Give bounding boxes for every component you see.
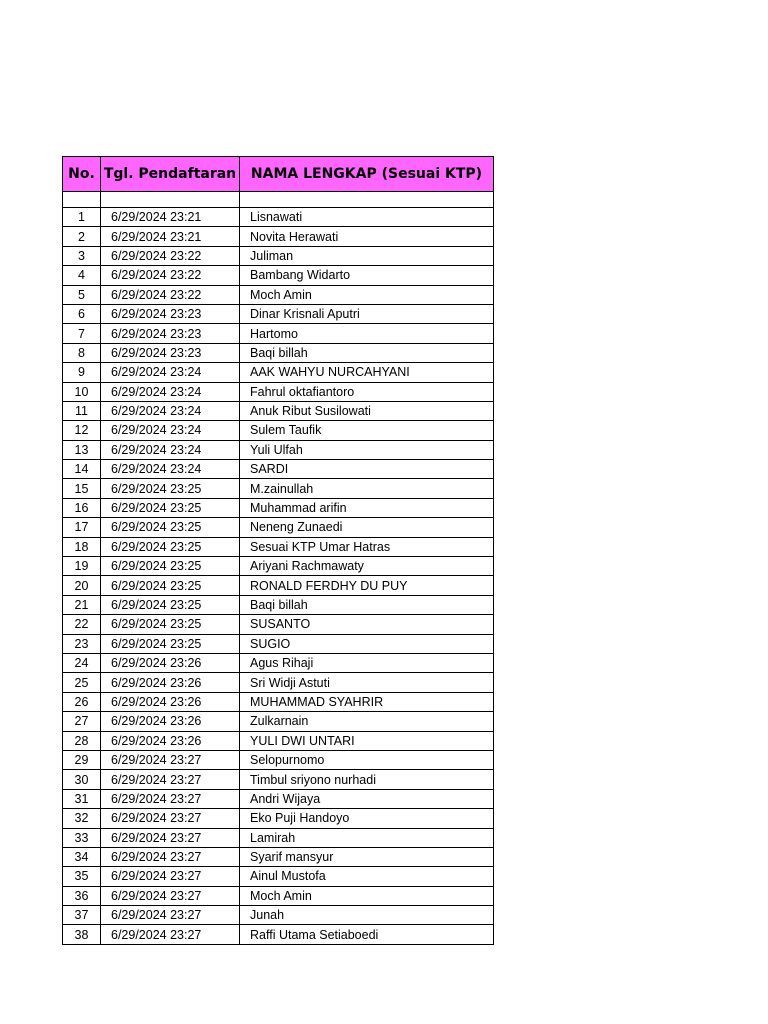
- row-number: 32: [63, 809, 101, 828]
- header-registration-date: Tgl. Pendaftaran: [101, 157, 240, 192]
- row-registration-date: 6/29/2024 23:22: [101, 285, 240, 304]
- row-number: 3: [63, 246, 101, 265]
- row-full-name: Sulem Taufik: [240, 421, 494, 440]
- table-row: [63, 847, 494, 866]
- registration-sheet: [62, 156, 493, 945]
- row-registration-date: 6/29/2024 23:25: [101, 537, 240, 556]
- row-number: 31: [63, 789, 101, 808]
- row-registration-date: 6/29/2024 23:26: [101, 692, 240, 711]
- row-registration-date: 6/29/2024 23:27: [101, 828, 240, 847]
- row-registration-date: 6/29/2024 23:25: [101, 634, 240, 653]
- row-registration-date: 6/29/2024 23:24: [101, 363, 240, 382]
- row-registration-date: 6/29/2024 23:27: [101, 789, 240, 808]
- row-registration-date: 6/29/2024 23:27: [101, 867, 240, 886]
- row-full-name: Bambang Widarto: [240, 266, 494, 285]
- row-full-name: Baqi billah: [240, 595, 494, 614]
- row-number: 24: [63, 653, 101, 672]
- table-row: [63, 925, 494, 944]
- row-registration-date: 6/29/2024 23:25: [101, 479, 240, 498]
- row-full-name: Sri Widji Astuti: [240, 673, 494, 692]
- row-full-name: Eko Puji Handoyo: [240, 809, 494, 828]
- table-row: [63, 867, 494, 886]
- row-registration-date: 6/29/2024 23:27: [101, 770, 240, 789]
- table-row: [63, 692, 494, 711]
- row-number: 28: [63, 731, 101, 750]
- row-full-name: Selopurnomo: [240, 750, 494, 769]
- table-row: [63, 750, 494, 769]
- row-number: 18: [63, 537, 101, 556]
- row-full-name: Moch Amin: [240, 285, 494, 304]
- row-full-name: Ainul Mustofa: [240, 867, 494, 886]
- row-registration-date: 6/29/2024 23:25: [101, 498, 240, 517]
- table-spacer-row: [63, 192, 494, 208]
- row-number: 16: [63, 498, 101, 517]
- table-row: [63, 906, 494, 925]
- row-number: 9: [63, 363, 101, 382]
- table-row: [63, 498, 494, 517]
- table-row: [63, 440, 494, 459]
- row-number: 23: [63, 634, 101, 653]
- row-full-name: Timbul sriyono nurhadi: [240, 770, 494, 789]
- row-registration-date: 6/29/2024 23:24: [101, 440, 240, 459]
- table-row: [63, 673, 494, 692]
- row-number: 1: [63, 208, 101, 227]
- row-number: 7: [63, 324, 101, 343]
- row-full-name: Novita Herawati: [240, 227, 494, 246]
- row-registration-date: 6/29/2024 23:25: [101, 557, 240, 576]
- row-number: 10: [63, 382, 101, 401]
- row-full-name: SARDI: [240, 460, 494, 479]
- row-registration-date: 6/29/2024 23:23: [101, 304, 240, 323]
- row-full-name: Andri Wijaya: [240, 789, 494, 808]
- row-number: 21: [63, 595, 101, 614]
- row-registration-date: 6/29/2024 23:27: [101, 750, 240, 769]
- row-number: 27: [63, 712, 101, 731]
- header-no: No.: [63, 157, 101, 192]
- row-number: 34: [63, 847, 101, 866]
- table-header-row: [63, 157, 494, 192]
- table-row: [63, 479, 494, 498]
- row-registration-date: 6/29/2024 23:26: [101, 731, 240, 750]
- table-row: [63, 285, 494, 304]
- row-registration-date: 6/29/2024 23:23: [101, 324, 240, 343]
- table-row: [63, 401, 494, 420]
- row-registration-date: 6/29/2024 23:24: [101, 460, 240, 479]
- table-row: [63, 770, 494, 789]
- row-registration-date: 6/29/2024 23:26: [101, 712, 240, 731]
- spacer-cell: [240, 192, 494, 208]
- row-full-name: Muhammad arifin: [240, 498, 494, 517]
- row-number: 33: [63, 828, 101, 847]
- row-full-name: Anuk Ribut Susilowati: [240, 401, 494, 420]
- row-registration-date: 6/29/2024 23:24: [101, 401, 240, 420]
- row-registration-date: 6/29/2024 23:21: [101, 208, 240, 227]
- table-row: [63, 266, 494, 285]
- table-row: [63, 304, 494, 323]
- row-full-name: MUHAMMAD SYAHRIR: [240, 692, 494, 711]
- row-number: 30: [63, 770, 101, 789]
- row-registration-date: 6/29/2024 23:27: [101, 906, 240, 925]
- row-full-name: Agus Rihaji: [240, 653, 494, 672]
- table-row: [63, 557, 494, 576]
- table-row: [63, 363, 494, 382]
- row-number: 19: [63, 557, 101, 576]
- row-number: 29: [63, 750, 101, 769]
- row-number: 26: [63, 692, 101, 711]
- row-full-name: Moch Amin: [240, 886, 494, 905]
- row-number: 36: [63, 886, 101, 905]
- row-full-name: Fahrul oktafiantoro: [240, 382, 494, 401]
- table-row: [63, 576, 494, 595]
- spacer-cell: [101, 192, 240, 208]
- row-full-name: Ariyani Rachmawaty: [240, 557, 494, 576]
- row-full-name: Raffi Utama Setiaboedi: [240, 925, 494, 944]
- row-number: 37: [63, 906, 101, 925]
- table-body: [63, 192, 494, 945]
- spacer-cell: [63, 192, 101, 208]
- table-row: [63, 615, 494, 634]
- row-number: 22: [63, 615, 101, 634]
- table-row: [63, 537, 494, 556]
- table-row: [63, 653, 494, 672]
- row-number: 4: [63, 266, 101, 285]
- table-row: [63, 518, 494, 537]
- row-full-name: YULI DWI UNTARI: [240, 731, 494, 750]
- row-registration-date: 6/29/2024 23:27: [101, 886, 240, 905]
- row-registration-date: 6/29/2024 23:27: [101, 809, 240, 828]
- row-full-name: Junah: [240, 906, 494, 925]
- row-number: 11: [63, 401, 101, 420]
- table-row: [63, 382, 494, 401]
- row-full-name: RONALD FERDHY DU PUY: [240, 576, 494, 595]
- table-row: [63, 343, 494, 362]
- table-row: [63, 886, 494, 905]
- header-full-name: NAMA LENGKAP (Sesuai KTP): [240, 157, 494, 192]
- row-registration-date: 6/29/2024 23:25: [101, 576, 240, 595]
- row-full-name: Zulkarnain: [240, 712, 494, 731]
- row-full-name: Yuli Ulfah: [240, 440, 494, 459]
- row-full-name: Baqi billah: [240, 343, 494, 362]
- row-number: 12: [63, 421, 101, 440]
- row-number: 13: [63, 440, 101, 459]
- row-registration-date: 6/29/2024 23:26: [101, 653, 240, 672]
- row-registration-date: 6/29/2024 23:24: [101, 382, 240, 401]
- table-row: [63, 634, 494, 653]
- row-registration-date: 6/29/2024 23:22: [101, 246, 240, 265]
- row-registration-date: 6/29/2024 23:27: [101, 847, 240, 866]
- row-registration-date: 6/29/2024 23:27: [101, 925, 240, 944]
- row-registration-date: 6/29/2024 23:23: [101, 343, 240, 362]
- row-number: 25: [63, 673, 101, 692]
- table-row: [63, 789, 494, 808]
- row-number: 6: [63, 304, 101, 323]
- table-row: [63, 324, 494, 343]
- table-row: [63, 246, 494, 265]
- row-number: 14: [63, 460, 101, 479]
- row-full-name: Lamirah: [240, 828, 494, 847]
- row-registration-date: 6/29/2024 23:25: [101, 615, 240, 634]
- table-row: [63, 421, 494, 440]
- table-row: [63, 809, 494, 828]
- row-full-name: Sesuai KTP Umar Hatras: [240, 537, 494, 556]
- table-row: [63, 460, 494, 479]
- row-full-name: Dinar Krisnali Aputri: [240, 304, 494, 323]
- table-row: [63, 227, 494, 246]
- row-number: 15: [63, 479, 101, 498]
- row-registration-date: 6/29/2024 23:24: [101, 421, 240, 440]
- table-row: [63, 595, 494, 614]
- row-number: 20: [63, 576, 101, 595]
- table-row: [63, 731, 494, 750]
- row-full-name: AAK WAHYU NURCAHYANI: [240, 363, 494, 382]
- row-number: 38: [63, 925, 101, 944]
- row-registration-date: 6/29/2024 23:25: [101, 518, 240, 537]
- registration-table: [62, 156, 494, 945]
- row-registration-date: 6/29/2024 23:25: [101, 595, 240, 614]
- table-row: [63, 828, 494, 847]
- row-number: 35: [63, 867, 101, 886]
- table-row: [63, 712, 494, 731]
- row-full-name: Hartomo: [240, 324, 494, 343]
- row-full-name: M.zainullah: [240, 479, 494, 498]
- row-registration-date: 6/29/2024 23:21: [101, 227, 240, 246]
- row-number: 5: [63, 285, 101, 304]
- row-full-name: SUSANTO: [240, 615, 494, 634]
- row-number: 2: [63, 227, 101, 246]
- row-full-name: Juliman: [240, 246, 494, 265]
- row-full-name: Neneng Zunaedi: [240, 518, 494, 537]
- row-full-name: Syarif mansyur: [240, 847, 494, 866]
- table-row: [63, 208, 494, 227]
- row-number: 17: [63, 518, 101, 537]
- row-registration-date: 6/29/2024 23:22: [101, 266, 240, 285]
- row-number: 8: [63, 343, 101, 362]
- row-registration-date: 6/29/2024 23:26: [101, 673, 240, 692]
- row-full-name: SUGIO: [240, 634, 494, 653]
- row-full-name: Lisnawati: [240, 208, 494, 227]
